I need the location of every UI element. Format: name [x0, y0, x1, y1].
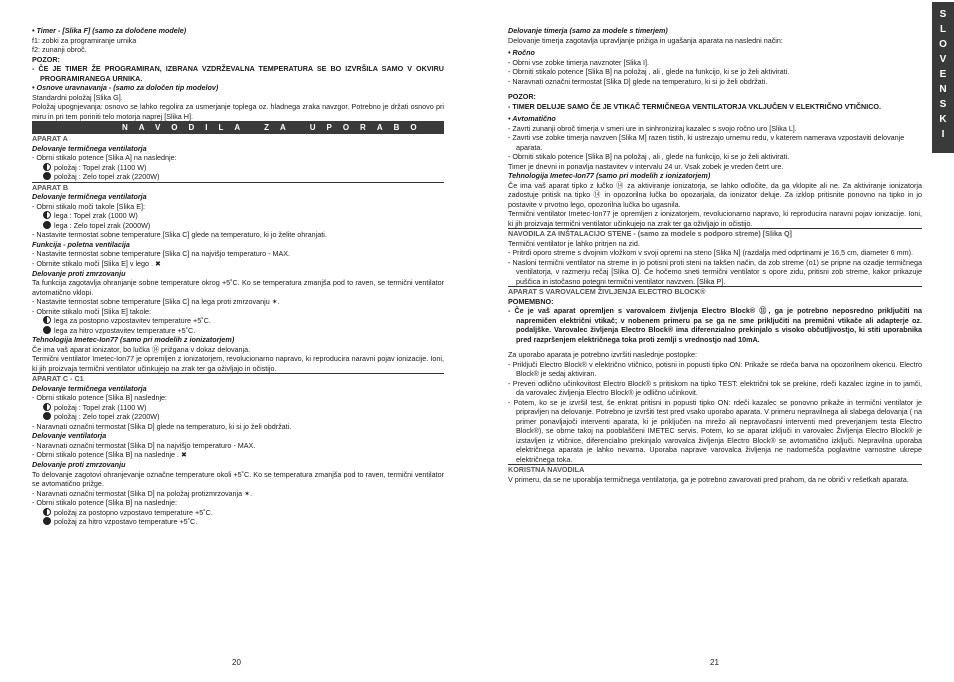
lang-letter: S	[939, 9, 947, 20]
b-lega2: lega : Zelo topel zrak (2000W)	[32, 221, 444, 231]
c-z2: - Obrni stikalo potence [Slika B] na naslednje:	[32, 498, 178, 508]
b-obrni: - Obrni stikalo moči takole [Slika E]:	[32, 201, 146, 211]
full-circle-icon	[43, 326, 51, 334]
fan-icon: ✖	[155, 260, 161, 268]
lang-letter: E	[939, 69, 947, 80]
c-z3: položaj za postopno vzpostavo temperature +5˚C.	[32, 508, 444, 518]
b-z4: lega za hitro vzpostavitev temperature +5˚C.	[32, 326, 444, 336]
r-r2: - Obrniti stikalo potence [Slika B] na položaj , ali , glede na funkcijo, ki se jo želi aktivirati.	[508, 67, 790, 76]
za-uporabo: Za uporabo aparata je potrebno izvršiti naslednje postopke:	[508, 350, 697, 359]
half-circle-icon	[43, 508, 51, 516]
full-circle-icon	[43, 517, 51, 525]
page-number-left: 20	[232, 658, 241, 667]
b-zmrz-text: Ta funkcija zagotavlja ohranjanje sobne temperature okrog +5˚C. Ko se temperatura zmanjša pod to raven, se termični ventilator avtomatično vklopi.	[32, 278, 444, 297]
half-circle-icon	[43, 316, 51, 324]
r-a3: - Obrniti stikalo potence [Slika B] na položaj , ali , glede na funkcijo, ki se jo želi aktivirati.	[508, 152, 790, 161]
lang-letter: N	[939, 84, 947, 95]
left-page	[32, 26, 444, 527]
r-stena2: - Pritrdi oporo streme s dvojnim vložkom v svoji opremi na steno [Slika N] (razdalja med odprtinami je 16,5 cm, diameter 6 mm).	[508, 248, 914, 257]
aparat-a-heading: APARAT A	[32, 134, 68, 143]
c-obrni: - Obrni stikalo potence [Slika B] naslednje:	[32, 393, 168, 403]
language-tab	[932, 2, 954, 153]
timer-title: • Timer - [Slika F] (samo za določene modele)	[32, 26, 187, 35]
c-vent: Delovanje ventilatorja	[32, 431, 107, 441]
pomembno-title: POMEMBNO:	[508, 296, 554, 306]
standardni-text: Standardni položaj [Slika G].	[32, 92, 123, 102]
r-a4: Timer je dnevni in ponavlja nastavitev v intervalu 24 ur. Vsak zobek je vreden četrt ure.	[508, 161, 784, 171]
r-a2: - Zavrti vse zobke timerja navzven [Slika M] razen tistih, ki ustrezajo urnemu redu, v katerem namerava vzpostaviti delovanje aparata.	[508, 133, 905, 152]
aparat-c-heading: APARAT C - C1	[32, 374, 84, 384]
r-v3: - Potem, ko se je izvršil test, še enkrat pritisni in popusti tipko ON: rdeči kazalec se ponovno prikaže in termični ventilator je pripravljen na delovanje. Potrebno je izvršiti test pred vsako uporabo aparata. V primeru nepravilnega ali slabega delovanja ( na primer ponavljajoči interventi aparata, ki je priključen na mrežo ali nepravočasni interventi med preverjanjem testa Electro Block®), se obrne takoj na pooblaščeni IMETEC servis. Potem, ko se aparat izključi in varovalec Življenja Electro Block® je izstavljen iz vtičnice, diferencialno prekinjalo varovalca življenja Electro Block® se avtomatično izključi. Nepravilna uporaba električnega aparata je lahko nevarna. Uporaba naprave varovalca življenja ne nadomešča poglavitne varnostne ukrepe električnega toka.	[508, 397, 922, 464]
lang-letter: O	[939, 39, 947, 50]
a-poz2: položaj : Zelo topel zrak (2200W)	[32, 172, 444, 182]
c-poz2: položaj : Zelo topel zrak (2200W)	[32, 412, 444, 422]
r-teh2: Termični ventilator Imetec-Ion77 je opremljen z ionizatorjem, revolucionarno napravo, ki reproducira naravni pojav ionizacije. Ioni, ki jih proizvaja termični ventilator učinkujejo na zrak ter ga oživljajo in očistijo.	[508, 209, 922, 228]
full-circle-icon	[43, 412, 51, 420]
b-lega1: lega : Topel zrak (1000 W)	[32, 211, 444, 221]
c-v2: - Obrni stikalo potence [Slika B] na naslednje . ✖	[32, 450, 187, 460]
b-nastavite: - Nastavite termostat sobne temperature [Slika C] glede na temperaturo, ki jo želite ohranjati.	[32, 230, 327, 239]
lang-letter: V	[939, 54, 947, 65]
b-f2: - Obrnite stikalo moči [Slika E] v lego . ✖	[32, 258, 161, 268]
koristna-text: V primeru, da se ne uporablja termičnega ventilatorja, ga je potrebno zavarovati pred prahom, da ne obriči v rešetkah aparata.	[508, 474, 909, 484]
full-circle-icon	[43, 221, 51, 229]
right-page	[508, 26, 922, 484]
c-poz1: položaj : Topel zrak (1100 W)	[32, 403, 444, 413]
polozaj-text: Položaj upognjevanja: osnovo se lahko regolira za usmerjanje toplega oz. hladnega zraka navzgor. Potrebno je držati osnovo pri miru in pri tem poriniti telo motorja naprej [Slika H].	[32, 102, 444, 121]
rocno-title: • Ročno	[508, 48, 535, 57]
aparat-b-heading: APARAT B	[32, 182, 69, 192]
pozor-title: POZOR:	[32, 54, 60, 64]
b-z1: - Nastavite termostat sobne temperature [Slika C] na lega proti zmrzovanju ✶.	[32, 297, 280, 307]
b-teh1: Če ima vaš aparat ionizator, bo lučka ⑭ prižgana v dokaz delovanja.	[32, 344, 251, 354]
r-v2: - Preveri odlično učinkovitost Electro Block® s pritiskom na tipko TEST: električni tok se prekine, rdeči kazalec izgine in to jamči, da varovalec življenja Electro Block® je odlično učinkovit.	[508, 378, 922, 397]
a-delovanje: Delovanje termičnega ventilatorja	[32, 143, 147, 153]
r-teh-title: Tehnologija Imetec-Ion77 (samo pri modelih z ionizatorjem)	[508, 171, 711, 180]
c-narav: - Naravnati označni termostat [Slika D] glede na temperaturo, ki si jo želi obdržati.	[32, 421, 292, 431]
r-pozor-title: POZOR:	[508, 92, 536, 101]
koristna-heading: KORISTNA NAVODILA	[508, 465, 585, 474]
osnove-title: • Osnove uravnavanja - (samo za določen tip modelov)	[32, 83, 219, 92]
c-zmrz: Delovanje proti zmrzovanju	[32, 460, 126, 470]
r-v1: - Priključi Electro Block® v električno vtičnico, potisni in popusti tipko ON: Prikaže se rdeča barva na opozorilnem okencu. Electro Block® je sedaj aktiviran.	[508, 359, 922, 378]
fan-icon: ✖	[181, 452, 187, 460]
lang-letter: I	[941, 129, 945, 140]
b-delovanje: Delovanje termičnega ventilatorja	[32, 192, 147, 201]
half-circle-icon	[43, 211, 51, 219]
b-funkcija: Funkcija - poletna ventilacija	[32, 239, 130, 249]
r-r3: - Naravnati označni termostat [Slika D] glede na temperaturo, ki si jo želi obdržati.	[508, 76, 768, 86]
stena-heading: NAVODILA ZA INŠTALACIJO STENE - (samo za modele s podporo streme) [Slika Q]	[508, 229, 792, 238]
c-z4: položaj za hitro vzpostavo temperature +5˚C.	[32, 517, 444, 527]
half-circle-icon	[43, 163, 51, 171]
r-a1: - Zavrti zunanji obroč timerja v smeri ure in sinhroniziraj kazalec s svojo ročno uro [Slika L].	[508, 123, 797, 133]
avto-title: • Avtomatično	[508, 114, 556, 123]
b-f1: - Nastavite termostat sobne temperature [Slika C] na najvišjo temperaturo - MAX.	[32, 249, 291, 258]
half-circle-icon	[43, 403, 51, 411]
page-number-right: 21	[710, 658, 719, 667]
pomembno-text: - Če je vaš aparat opremljen s varovalcem življenja Electro Block® ⑪, ga je potrebno neposredno priključiti na napremičen električni vtikač; v nobenem primeru pa se ga ne sme priključiti na premični vtikače ali adapterje oz. podaljške. Varovalec življenja Electro Block® ima diferenzialno prekinjalo s visoko občutljivostjo, ki stiti uporabnika pred razpršenjem električnega toka proti zemlji s vrednostjo nad 10mA.	[508, 306, 922, 344]
section-banner: NAVODILA ZA UPORABO	[32, 121, 444, 134]
lang-letter: K	[939, 114, 947, 125]
b-z2: - Obrnite stikalo moči [Slika E] takole:	[32, 306, 152, 316]
lang-letter: S	[939, 99, 947, 110]
varovalec-heading: APARAT S VAROVALCEM ŽIVLJENJA ELECTRO BLOCK®	[508, 287, 706, 296]
r-stena1: Termični ventilator je lahko pritrjen na zid.	[508, 238, 640, 248]
c-zmrz-text: To delovanje zagotovi ohranjevanje označne temperature okoli +5˚C. Ko se temperatura zmanjša pod to raven, termični ventilator se avtomatično prižge.	[32, 469, 444, 489]
full-circle-icon	[43, 172, 51, 180]
b-teh2: Termični ventilator Imetec-Ion77 je opremljen z ionizatorjem, revolucionarno napravo, ki reproducira naravni pojav ionizacije. Ioni, ki jih proizvaja termični ventilator učinkujejo na zrak ter ga oživljajo in očistijo.	[32, 354, 444, 373]
r-timer-title: Delovanje timerja (samo za modele s timerjem)	[508, 26, 668, 35]
f2-text: f2: zunanji obroč.	[32, 45, 87, 54]
r-stena3: - Nasloni termični ventilator na streme in jo potisni proti steni na takšen način, da zob streme (o1) se pripne na ozadje termičnega ventilatorja, v razmerju rečaj [Slika O]. Če hočemo sneti termični ventilator s opore zidu, pritisni zob streme, kakor prikazuje puščica in istočasno potegni termični ventilator navzven. [Slika P].	[508, 257, 922, 286]
c-v1: - Naravnati označni termostat [Slika D] na najvišjo temperaturo - MAX.	[32, 440, 256, 450]
pozor-text: - ČE JE TIMER ŽE PROGRAMIRAN, IZBRANA VZDRŽEVALNA TEMPERATURA SE BO IZVRŠILA SAMO V OKVIRU PROGRAMIRANEGA URNIKA.	[32, 64, 444, 83]
r-timer-text: Delovanje timerja zagotavlja upravljanje prižiga in ugašanja aparata na nasledni način:	[508, 35, 783, 45]
a-obrni: - Obrni stikalo potence [Slika A] na naslednje:	[32, 153, 177, 162]
b-teh: Tehnologija Imetec-Ion77 (samo pri modelih z ionizatorjem)	[32, 335, 235, 345]
a-poz1: položaj : Topel zrak (1100 W)	[32, 163, 444, 173]
r-pozor-text: - TIMER DELUJE SAMO ČE JE VTIKAČ TERMIČNEGA VENTILATORJA VKLJUČEN V ELEKTRIČNO VTIČNICO.	[508, 101, 881, 111]
c-delovanje: Delovanje termičnega ventilatorja	[32, 383, 147, 393]
lang-letter: L	[939, 24, 947, 35]
c-z1: - Naravnati označni termostat [Slika D] na položaj protizmrzovanja ✶.	[32, 488, 253, 498]
r-teh1: Če ima vaš aparat tipko z lučko ⑭ za aktiviranje ionizatorja, se lahko odločite, da ga vklopite ali ne. Za aktiviranje ionizatorja zadostuje pritisk na tipko ⑭ in opozorilna lučka bo opozarjala, da ionizator deluje. Za izklop pritisnite ponovno na tipko in jo postavite v prvotno lego, opozorilna lučka bo ugasnila.	[508, 180, 922, 209]
r-r1: - Obrni vse zobke timerja navznoter [Slika I].	[508, 57, 650, 67]
b-zmrz: Delovanje proti zmrzovanju	[32, 268, 126, 278]
b-z3: lega za postopno vzpostavitev temperature +5˚C.	[32, 316, 444, 326]
f1-text: f1: zobki za programiranje urnika	[32, 35, 137, 45]
